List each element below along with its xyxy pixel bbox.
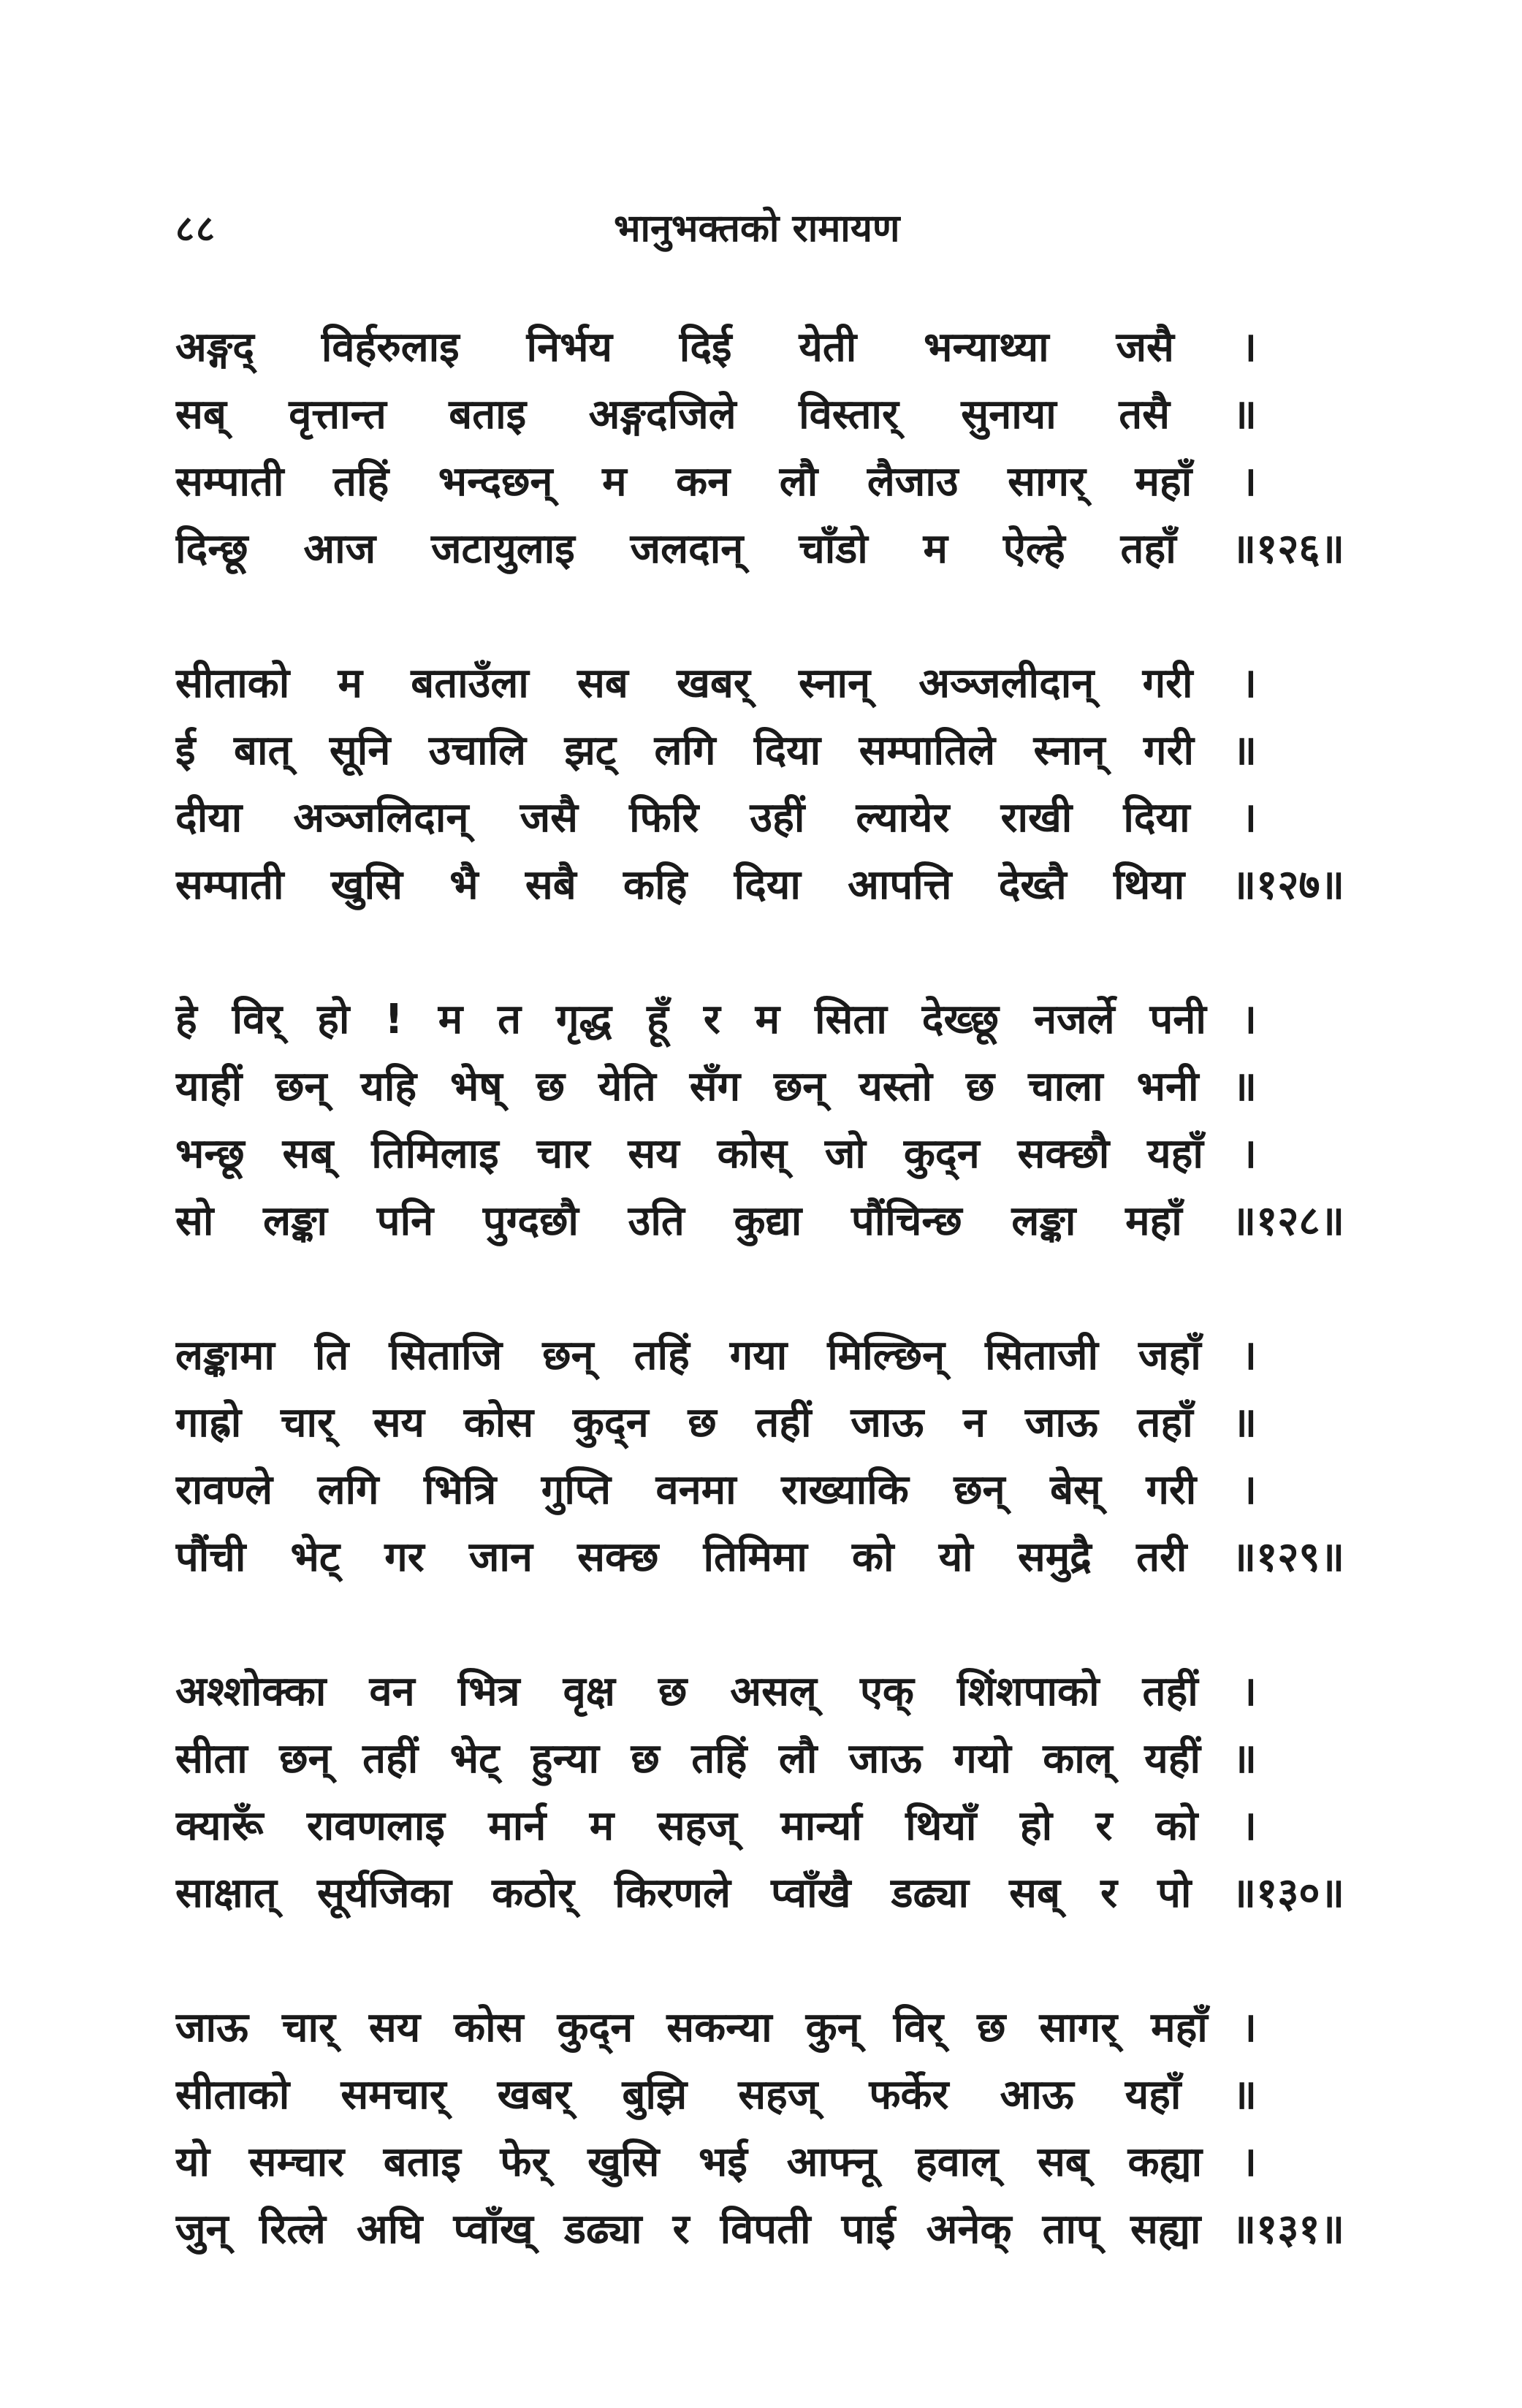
verse-line: गाह्रो चार् सय कोस कुद्न छ तहीं जाऊ न जाऊ तहाँ ॥	[175, 1399, 1257, 1447]
verse-line: दिन्छू आज जटायुलाइ जलदान् चाँडो म ऐल्हे तहाँ ॥१२६॥	[175, 525, 1344, 573]
page-number: ८८	[175, 207, 216, 250]
verse-line: अश्शोक्का वन भित्र वृक्ष छ असल् एक् शिंशपाको तहीं ।	[175, 1668, 1257, 1715]
verse-line: सीताको म बताउँला सब खबर् स्नान् अञ्जलीदान् गरी ।	[175, 660, 1257, 707]
verse-line: जुन् रित्ले अघि प्वाँख् डढ्या र विपती पाई अनेक् ताप् सह्या ॥१३१॥	[175, 2206, 1344, 2253]
verse-line: याहीं छन् यहि भेष् छ येति सँग छन् यस्तो छ चाला भनी ॥	[175, 1063, 1257, 1110]
verse-block	[175, 314, 1344, 2331]
verse-line: हे विर् हो ! म त गृद्ध हूँ र म सिता देख्छू नजर्ले पनी ।	[175, 996, 1257, 1043]
stanza-126	[175, 314, 1344, 583]
stanza-129	[175, 1322, 1344, 1591]
verse-line: लङ्कामा ति सिताजि छन् तहिं गया मिल्छिन् सिताजी जहाँ ।	[175, 1332, 1257, 1379]
page-header	[175, 196, 1359, 262]
verse-line: सम्पाती तहिं भन्दछन् म कन लौ लैजाउ सागर् महाँ ।	[175, 458, 1257, 506]
verse-line: सम्पाती खुसि भै सबै कहि दिया आपत्ति देख्तै थिया ॥१२७॥	[175, 861, 1344, 909]
stanza-130	[175, 1658, 1344, 1927]
running-title: भानुभक्तको रामायण	[614, 207, 900, 251]
stanza-131	[175, 1994, 1344, 2263]
verse-line: अङ्गद् विर्हरुलाइ निर्भय दिई येती भन्याथ्या जसै ।	[175, 324, 1257, 371]
verse-line: क्यारूँ रावणलाइ मार्न म सहज् मार्न्या थियाँ हो र को ।	[175, 1802, 1257, 1850]
verse-line: यो सम्चार बताइ फेर् खुसि भई आफ्नू हवाल् सब् कह्या ।	[175, 2138, 1257, 2186]
verse-line: सीताको समचार् खबर् बुझि सहज् फर्केर आऊ यहाँ ॥	[175, 2071, 1257, 2119]
verse-line: सब् वृत्तान्त बताइ अङ्गदजिले विस्तार् सुनाया तसै ॥	[175, 391, 1257, 438]
verse-line: दीया अञ्जलिदान् जसै फिरि उहीं ल्यायेर राखी दिया ।	[175, 794, 1257, 842]
verse-line: ई बात् सूनि उचालि झट् लगि दिया सम्पातिले स्नान् गरी ॥	[175, 727, 1257, 774]
verse-line: साक्षात् सूर्यजिका कठोर् किरणले प्वाँखै डढ्या सब् र पो ॥१३०॥	[175, 1870, 1344, 1917]
verse-line: भन्छू सब् तिमिलाइ चार सय कोस् जो कुद्न सक्छौ यहाँ ।	[175, 1130, 1257, 1178]
verse-line: सीता छन् तहीं भेट् हुन्या छ तहिं लौ जाऊ गयो काल् यहीं ॥	[175, 1735, 1257, 1783]
verse-line: सो लङ्का पनि पुग्दछौ उति कुद्या पौंचिन्छ लङ्का महाँ ॥१२८॥	[175, 1197, 1344, 1245]
verse-line: पौंची भेट् गर जान सक्छ तिमिमा को यो समुद्रै तरी ॥१२९॥	[175, 1533, 1344, 1581]
verse-line: जाऊ चार् सय कोस कुद्न सकन्या कुन् विर् छ सागर् महाँ ।	[175, 2004, 1257, 2051]
stanza-127	[175, 650, 1344, 919]
stanza-128	[175, 986, 1344, 1255]
verse-line: रावण्ले लगि भित्रि गुप्ति वनमा राख्याकि छन् बेस् गरी ।	[175, 1466, 1257, 1514]
